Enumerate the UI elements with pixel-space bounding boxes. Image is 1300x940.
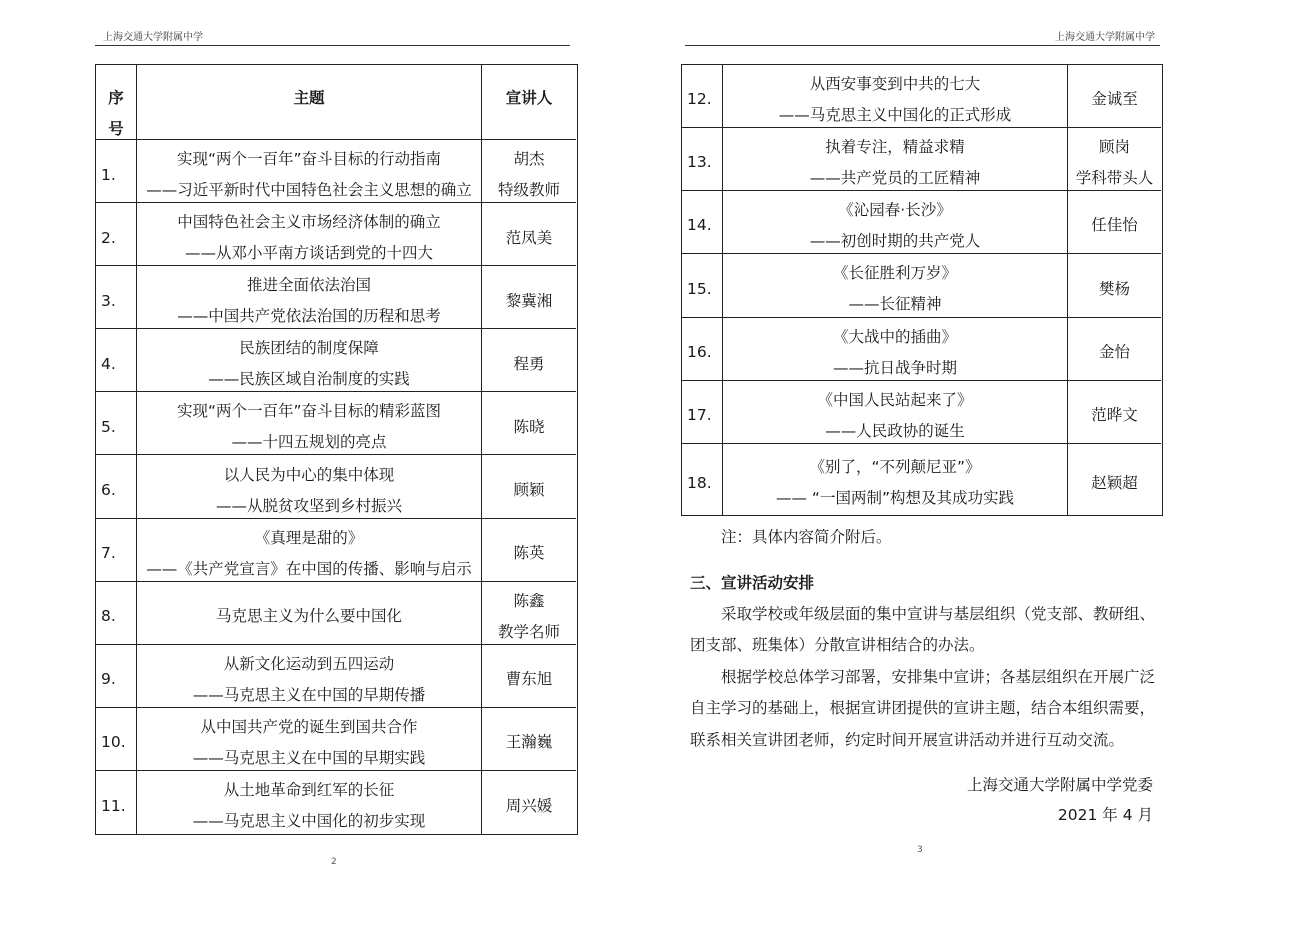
topic-cell bbox=[723, 128, 1068, 191]
row-number-cell bbox=[682, 381, 723, 444]
speaker-cell bbox=[1068, 381, 1161, 444]
topic-title: 实现“两个一百年”奋斗目标的精彩蓝图 bbox=[176, 402, 442, 421]
topic-title: 《沁园春·长沙》 bbox=[838, 200, 952, 219]
row-number-cell bbox=[682, 128, 723, 191]
header-speaker: 宣讲人 bbox=[505, 89, 553, 107]
speaker-cell bbox=[1068, 191, 1161, 254]
row-number: 17. bbox=[687, 406, 712, 424]
topic-title: 《中国人民站起来了》 bbox=[817, 390, 973, 409]
speaker-name: 胡杰 bbox=[513, 150, 545, 169]
signature-organization: 上海交通大学附属中学党委 bbox=[966, 775, 1153, 794]
speaker-name: 樊杨 bbox=[1098, 279, 1130, 298]
speaker-name: 曹东旭 bbox=[505, 670, 553, 689]
topic-subtitle: ——长征精神 bbox=[848, 295, 942, 313]
row-number: 13. bbox=[687, 153, 712, 171]
section-heading: 三、宣讲活动安排 bbox=[690, 573, 815, 592]
header-number: 序号 bbox=[108, 89, 124, 138]
topic-subtitle: ——从邓小平南方谈话到党的十四大 bbox=[184, 244, 433, 263]
topic-subtitle: ——共产党员的工匠精神 bbox=[809, 168, 981, 187]
page-number: 3 bbox=[917, 844, 923, 855]
topic-cell bbox=[137, 771, 482, 834]
topic-title: 《长征胜利万岁》 bbox=[832, 264, 957, 282]
header-number-cell bbox=[96, 65, 137, 140]
topic-title: 以人民为中心的集中体现 bbox=[223, 465, 395, 484]
speaker-name: 陈鑫 bbox=[513, 591, 545, 610]
speaker-cell bbox=[482, 392, 576, 455]
speaker-cell bbox=[1068, 444, 1161, 516]
page-right bbox=[650, 0, 1300, 940]
paragraph-line: 采取学校或年级层面的集中宣讲与基层组织（党支部、教研组、 bbox=[721, 604, 1156, 623]
topic-title: 《大战中的插曲》 bbox=[832, 327, 957, 346]
topic-cell bbox=[137, 708, 482, 771]
topic-cell bbox=[137, 203, 482, 266]
speaker-name: 程勇 bbox=[513, 354, 545, 373]
speaker-cell bbox=[1068, 254, 1161, 318]
row-number-cell bbox=[96, 582, 137, 645]
row-number-cell bbox=[96, 519, 137, 582]
row-number: 14. bbox=[687, 216, 712, 234]
row-number: 11. bbox=[101, 796, 126, 815]
speaker-name: 范凤美 bbox=[505, 228, 553, 247]
topic-cell bbox=[137, 582, 482, 645]
row-number-cell bbox=[96, 771, 137, 834]
section-body bbox=[690, 599, 1160, 757]
row-number: 6. bbox=[101, 481, 116, 500]
speaker-name: 王瀚巍 bbox=[505, 733, 553, 752]
header-speaker-cell bbox=[482, 65, 576, 140]
topic-subtitle: ——马克思主义在中国的早期实践 bbox=[192, 748, 426, 767]
row-number: 8. bbox=[101, 607, 116, 626]
row-number: 2. bbox=[101, 228, 116, 247]
topic-title: 民族团结的制度保障 bbox=[239, 339, 379, 358]
paragraph-line: 自主学习的基础上，根据宣讲团提供的宣讲主题，结合本组织需要， bbox=[690, 699, 1156, 717]
topic-subtitle: ——从脱贫攻坚到乡村振兴 bbox=[215, 496, 402, 515]
lecture-table bbox=[95, 64, 578, 835]
paragraph-line: 团支部、班集体）分散宣讲相结合的办法。 bbox=[690, 636, 985, 654]
topic-cell bbox=[137, 329, 482, 392]
speaker-cell bbox=[1068, 318, 1161, 381]
speaker-name: 周兴媛 bbox=[505, 796, 553, 815]
row-number-cell bbox=[96, 203, 137, 266]
header-topic: 主题 bbox=[293, 89, 325, 107]
row-number-cell bbox=[682, 318, 723, 381]
row-number-cell bbox=[96, 645, 137, 708]
row-number-cell bbox=[96, 708, 137, 771]
topic-title: 马克思主义为什么要中国化 bbox=[215, 607, 402, 626]
row-number: 10. bbox=[101, 733, 126, 752]
topic-title: 《真理是甜的》 bbox=[254, 528, 364, 547]
running-header: 上海交通大学附属中学 bbox=[1055, 32, 1155, 43]
table-note: 注：具体内容简介附后。 bbox=[721, 527, 892, 546]
row-number-cell bbox=[682, 65, 723, 128]
topic-title: 从土地革命到红军的长征 bbox=[223, 781, 395, 800]
topic-subtitle: ——抗日战争时期 bbox=[832, 358, 957, 377]
speaker-name: 顾岗 bbox=[1098, 137, 1130, 156]
row-number: 1. bbox=[101, 165, 116, 184]
topic-cell bbox=[723, 254, 1068, 318]
speaker-cell bbox=[482, 582, 576, 645]
header-rule bbox=[685, 45, 1160, 46]
topic-cell bbox=[137, 519, 482, 582]
speaker-name: 赵颖超 bbox=[1091, 473, 1138, 492]
topic-title: 中国特色社会主义市场经济体制的确立 bbox=[177, 213, 441, 232]
row-number: 15. bbox=[687, 279, 712, 298]
speaker-name: 金诚至 bbox=[1091, 90, 1138, 109]
row-number-cell bbox=[682, 444, 723, 516]
speaker-name: 任佳怡 bbox=[1091, 216, 1138, 234]
topic-subtitle: ——人民政协的诞生 bbox=[825, 421, 965, 440]
speaker-name: 顾颖 bbox=[513, 481, 545, 500]
speaker-cell bbox=[1068, 65, 1161, 128]
topic-title: 从西安事变到中共的七大 bbox=[809, 74, 981, 93]
topic-subtitle: ——习近平新时代中国特色社会主义思想的确立 bbox=[146, 181, 472, 200]
topic-cell bbox=[137, 266, 482, 329]
topic-cell bbox=[137, 140, 482, 203]
speaker-title: 学科带头人 bbox=[1075, 168, 1154, 187]
speaker-cell bbox=[482, 519, 576, 582]
row-number: 5. bbox=[101, 417, 116, 436]
topic-cell bbox=[723, 318, 1068, 381]
row-number: 12. bbox=[687, 90, 712, 109]
page-number: 2 bbox=[331, 856, 337, 867]
topic-subtitle: ——中国共产党依法治国的历程和思考 bbox=[177, 307, 441, 326]
row-number-cell bbox=[96, 266, 137, 329]
header-rule bbox=[95, 45, 570, 46]
paragraph-line: 联系相关宣讲团老师，约定时间开展宣讲活动并进行互动交流。 bbox=[690, 730, 1125, 749]
topic-cell bbox=[723, 191, 1068, 254]
speaker-name: 陈英 bbox=[513, 544, 545, 563]
topic-cell bbox=[137, 455, 482, 518]
row-number: 3. bbox=[101, 291, 116, 310]
header-topic-cell bbox=[137, 65, 482, 140]
paragraph-line: 根据学校总体学习部署，安排集中宣讲；各基层组织在开展广泛 bbox=[721, 667, 1156, 686]
speaker-cell bbox=[482, 645, 576, 708]
speaker-name: 金怡 bbox=[1098, 343, 1130, 361]
topic-cell bbox=[723, 65, 1068, 128]
topic-title: 实现“两个一百年”奋斗目标的行动指南 bbox=[176, 150, 442, 169]
topic-subtitle: ——马克思主义中国化的初步实现 bbox=[192, 812, 426, 831]
topic-subtitle: ——马克思主义中国化的正式形成 bbox=[778, 105, 1012, 124]
topic-subtitle: —— “一国两制”构想及其成功实践 bbox=[776, 489, 1014, 508]
speaker-title: 教学名师 bbox=[497, 622, 560, 641]
topic-cell bbox=[723, 381, 1068, 444]
row-number: 9. bbox=[101, 670, 116, 689]
topic-subtitle: ——十四五规划的亮点 bbox=[231, 433, 387, 452]
running-header: 上海交通大学附属中学 bbox=[103, 32, 203, 43]
topic-subtitle: ——初创时期的共产党人 bbox=[809, 231, 981, 250]
row-number-cell bbox=[96, 329, 137, 392]
speaker-cell bbox=[1068, 128, 1161, 191]
speaker-name: 范晔文 bbox=[1091, 406, 1138, 424]
lecture-table-continued bbox=[681, 64, 1163, 516]
speaker-cell bbox=[482, 708, 576, 771]
speaker-cell bbox=[482, 266, 576, 329]
speaker-name: 陈晓 bbox=[513, 417, 545, 436]
topic-cell bbox=[137, 392, 482, 455]
topic-subtitle: ——民族区域自治制度的实践 bbox=[208, 370, 410, 389]
topic-title: 从新文化运动到五四运动 bbox=[223, 654, 395, 673]
speaker-name: 黎冀湘 bbox=[505, 291, 553, 310]
topic-cell bbox=[723, 444, 1068, 516]
topic-cell bbox=[137, 645, 482, 708]
speaker-cell bbox=[482, 455, 576, 518]
row-number-cell bbox=[96, 140, 137, 203]
topic-title: 执着专注，精益求精 bbox=[825, 137, 965, 156]
row-number: 4. bbox=[101, 354, 116, 373]
paragraph bbox=[690, 662, 1160, 757]
speaker-title: 特级教师 bbox=[497, 181, 560, 200]
topic-title: 推进全面依法治国 bbox=[246, 276, 371, 295]
row-number-cell bbox=[682, 254, 723, 318]
topic-subtitle: ——马克思主义在中国的早期传播 bbox=[192, 685, 426, 704]
topic-title: 《别了，“不列颠尼亚”》 bbox=[809, 458, 981, 477]
topic-subtitle: ——《共产党宣言》在中国的传播、影响与启示 bbox=[146, 559, 472, 578]
speaker-cell bbox=[482, 140, 576, 203]
row-number: 16. bbox=[687, 343, 712, 361]
row-number-cell bbox=[682, 191, 723, 254]
paragraph bbox=[690, 599, 1160, 662]
speaker-cell bbox=[482, 329, 576, 392]
topic-title: 从中国共产党的诞生到国共合作 bbox=[200, 717, 418, 736]
row-number: 7. bbox=[101, 544, 116, 563]
speaker-cell bbox=[482, 203, 576, 266]
signature-date: 2021 年 4 月 bbox=[1057, 805, 1153, 824]
speaker-cell bbox=[482, 771, 576, 834]
row-number: 18. bbox=[687, 473, 712, 492]
row-number-cell bbox=[96, 392, 137, 455]
row-number-cell bbox=[96, 455, 137, 518]
